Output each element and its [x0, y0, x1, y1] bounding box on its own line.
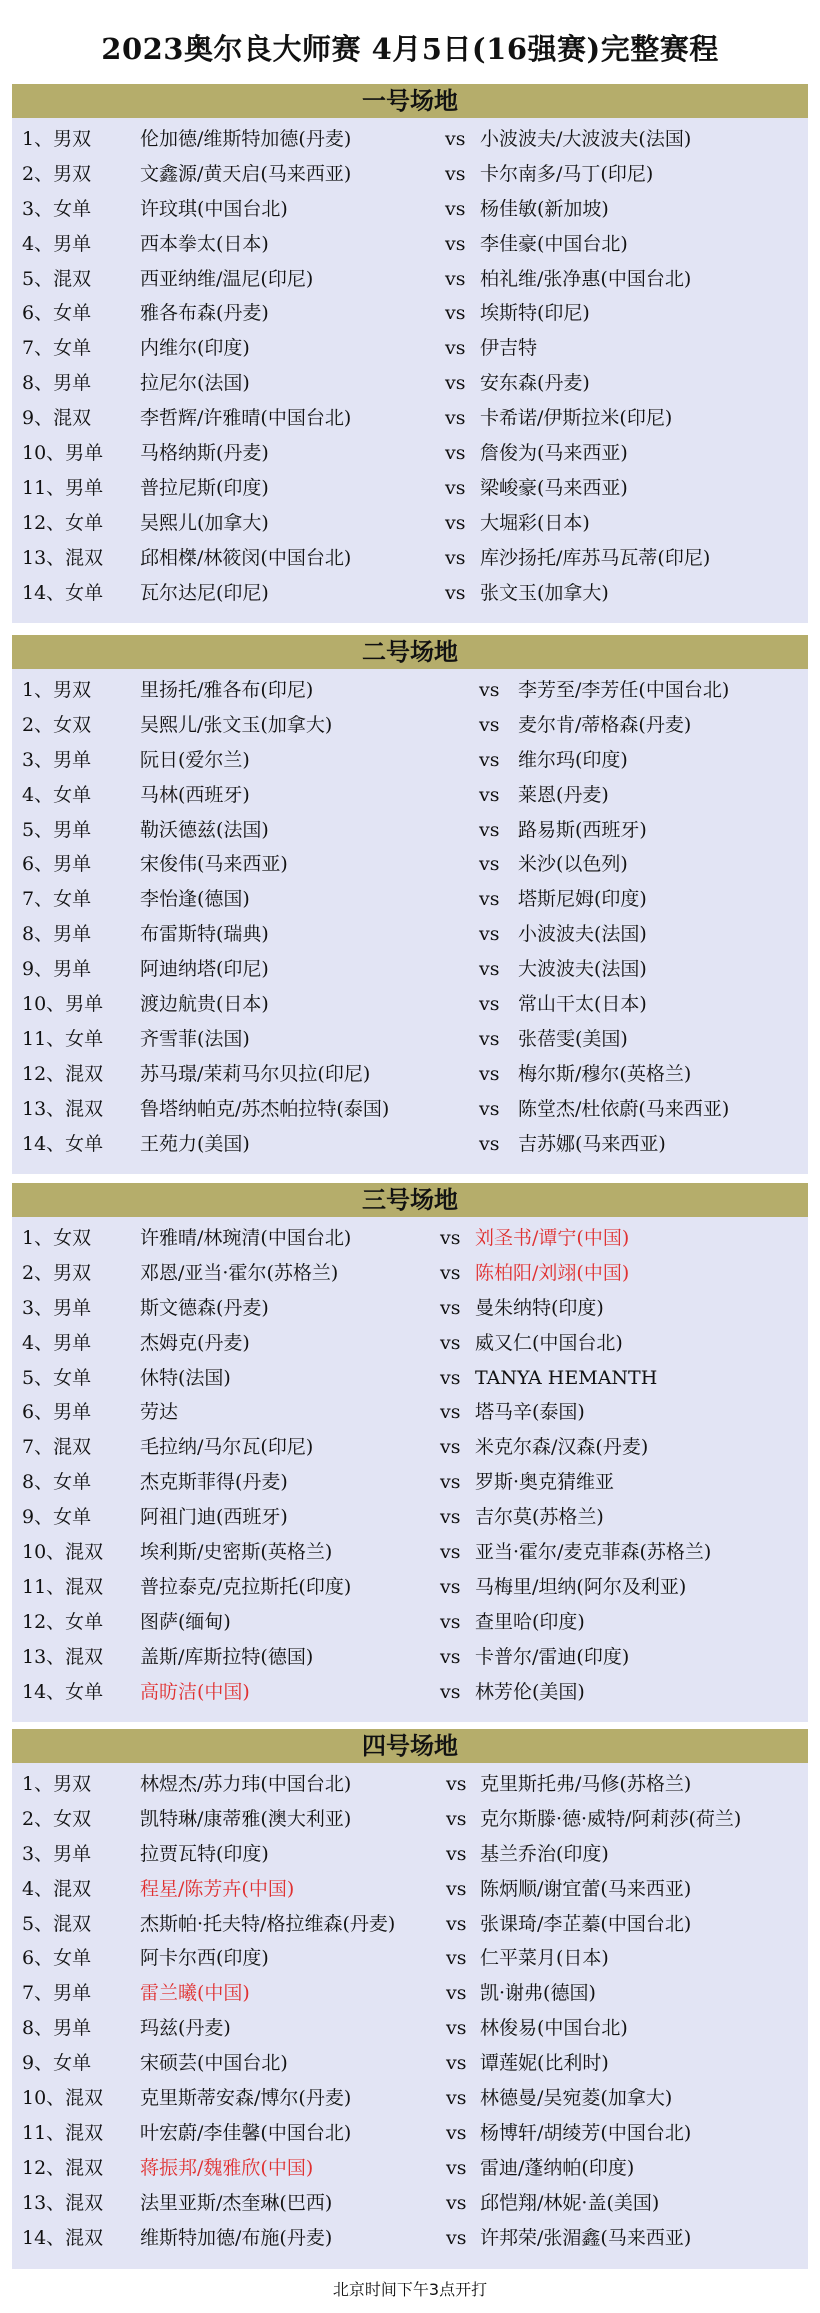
- match-number: 7、女单: [22, 888, 92, 911]
- versus-label: vs: [445, 442, 466, 465]
- court-4-matches: [12, 1763, 808, 2255]
- player-two: 吉苏娜(马来西亚): [518, 1132, 666, 1155]
- versus-label: vs: [440, 1506, 461, 1529]
- match-number: 14、女单: [22, 1132, 104, 1155]
- versus-label: vs: [446, 2156, 467, 2179]
- versus-label: vs: [479, 853, 500, 876]
- player-one: 李哲辉/许雅晴(中国台北): [140, 407, 352, 430]
- player-two: 李芳至/李芳任(中国台北): [518, 679, 730, 701]
- match-row: [12, 1221, 808, 1256]
- match-row: [12, 1361, 808, 1396]
- match-number: 6、男单: [22, 853, 92, 876]
- match-row: [12, 366, 808, 401]
- match-row: [12, 1907, 808, 1942]
- player-two: 曼朱纳特(印度): [475, 1296, 604, 1319]
- versus-label: vs: [440, 1227, 461, 1249]
- versus-label: vs: [446, 2121, 467, 2144]
- player-one: 维斯特加德/布施(丹麦): [140, 2226, 333, 2249]
- player-two: 塔马辛(泰国): [475, 1401, 585, 1424]
- match-number: 14、女单: [22, 1680, 104, 1703]
- match-row: [12, 1837, 808, 1872]
- versus-label: vs: [440, 1366, 461, 1389]
- versus-label: vs: [479, 679, 500, 701]
- match-row: [12, 1675, 808, 1710]
- player-two: 克尔斯滕·德·威特/阿莉莎(荷兰): [480, 1807, 742, 1830]
- player-two: 查里哈(印度): [475, 1610, 585, 1633]
- player-one: 内维尔(印度): [140, 337, 250, 360]
- player-one: 渡边航贵(日本): [140, 993, 269, 1016]
- player-two: 米克尔森/汉森(丹麦): [475, 1436, 649, 1459]
- player-one: 蒋振邦/魏雅欣(中国): [140, 2156, 314, 2179]
- versus-label: vs: [440, 1471, 461, 1494]
- player-two: 谭莲妮(比利时): [480, 2052, 609, 2075]
- player-two: TANYA HEMANTH: [475, 1366, 658, 1389]
- match-row: [12, 813, 808, 848]
- match-number: 9、女单: [22, 2052, 92, 2075]
- match-row: [12, 1872, 808, 1907]
- player-two: 基兰乔治(印度): [480, 1842, 609, 1865]
- court-2-matches: [12, 669, 808, 1161]
- match-row: [12, 1291, 808, 1326]
- match-number: 13、混双: [22, 1645, 104, 1668]
- player-two: 林俊易(中国台北): [480, 2017, 628, 2040]
- match-number: 5、混双: [22, 1912, 92, 1935]
- player-two: 卡尔南多/马丁(印尼): [480, 162, 654, 185]
- match-row: [12, 2186, 808, 2221]
- match-number: 8、男单: [22, 2017, 92, 2040]
- player-two: 梁峻豪(马来西亚): [480, 476, 628, 499]
- match-row: [12, 1570, 808, 1605]
- player-two: 吉尔莫(苏格兰): [475, 1506, 604, 1529]
- player-two: 陈堂杰/杜依蔚(马来西亚): [518, 1097, 730, 1120]
- match-row: [12, 847, 808, 882]
- match-row: [12, 1535, 808, 1570]
- match-number: 1、男双: [22, 1773, 92, 1795]
- match-row: [12, 1465, 808, 1500]
- player-two: 卡普尔/雷迪(印度): [475, 1645, 630, 1668]
- versus-label: vs: [446, 1842, 467, 1865]
- match-number: 2、男双: [22, 162, 92, 185]
- match-row: [12, 2151, 808, 2186]
- versus-label: vs: [445, 407, 466, 430]
- court-3-matches: [12, 1217, 808, 1709]
- versus-label: vs: [446, 1807, 467, 1830]
- match-row: [12, 192, 808, 227]
- match-row: [12, 1976, 808, 2011]
- versus-label: vs: [445, 128, 466, 150]
- match-row: [12, 576, 808, 611]
- versus-label: vs: [440, 1541, 461, 1564]
- player-two: 杨博轩/胡绫芳(中国台北): [480, 2121, 692, 2144]
- versus-label: vs: [479, 1132, 500, 1155]
- player-one: 伦加德/维斯特加德(丹麦): [140, 128, 352, 150]
- match-number: 1、男双: [22, 679, 92, 701]
- match-number: 14、混双: [22, 2226, 104, 2249]
- player-one: 吴熙儿/张文玉(加拿大): [140, 713, 333, 736]
- match-number: 13、混双: [22, 546, 104, 569]
- match-row: [12, 401, 808, 436]
- player-one: 图萨(缅甸): [140, 1610, 231, 1633]
- player-two: 许邦荣/张湄鑫(马来西亚): [480, 2226, 692, 2249]
- player-one: 马林(西班牙): [140, 783, 250, 806]
- match-number: 5、混双: [22, 267, 92, 290]
- player-one: 许玟琪(中国台北): [140, 197, 288, 220]
- footer-note: 北京时间下午3点开打: [332, 2280, 488, 2299]
- match-number: 4、男单: [22, 1331, 92, 1354]
- player-two: 伊吉特: [480, 337, 538, 360]
- match-number: 6、女单: [22, 302, 92, 325]
- versus-label: vs: [445, 197, 466, 220]
- player-two: 小波波夫/大波波夫(法国): [480, 128, 692, 150]
- versus-label: vs: [440, 1436, 461, 1459]
- match-number: 3、男单: [22, 1842, 92, 1865]
- versus-label: vs: [440, 1680, 461, 1703]
- versus-label: vs: [440, 1401, 461, 1424]
- match-row: [12, 1022, 808, 1057]
- player-one: 普拉泰克/克拉斯托(印度): [140, 1575, 352, 1598]
- versus-label: vs: [479, 888, 500, 911]
- player-one: 布雷斯特(瑞典): [140, 923, 269, 946]
- player-one: 凯特琳/康蒂雅(澳大利亚): [140, 1807, 352, 1830]
- match-row: [12, 1605, 808, 1640]
- match-number: 7、男单: [22, 1982, 92, 2005]
- match-row: [12, 882, 808, 917]
- match-number: 8、男单: [22, 923, 92, 946]
- match-number: 13、混双: [22, 1097, 104, 1120]
- match-number: 8、女单: [22, 1471, 92, 1494]
- player-two: 小波波夫(法国): [518, 923, 647, 946]
- versus-label: vs: [440, 1296, 461, 1319]
- versus-label: vs: [479, 1062, 500, 1085]
- player-two: 陈炳顺/谢宜蕾(马来西亚): [480, 1877, 692, 1900]
- match-row: [12, 331, 808, 366]
- player-two: 亚当·霍尔/麦克菲森(苏格兰): [475, 1541, 712, 1564]
- match-number: 7、混双: [22, 1436, 92, 1459]
- match-row: [12, 2081, 808, 2116]
- versus-label: vs: [446, 1982, 467, 2005]
- versus-label: vs: [445, 476, 466, 499]
- player-two: 詹俊为(马来西亚): [480, 442, 628, 465]
- match-number: 11、混双: [22, 1575, 104, 1598]
- player-one: 瓦尔达尼(印尼): [140, 581, 269, 604]
- player-one: 林煜杰/苏力玮(中国台北): [140, 1773, 352, 1795]
- player-one: 法里亚斯/杰奎琳(巴西): [140, 2191, 333, 2214]
- player-two: 埃斯特(印尼): [480, 302, 590, 325]
- player-one: 毛拉纳/马尔瓦(印尼): [140, 1436, 314, 1459]
- match-row: [12, 1326, 808, 1361]
- player-one: 雷兰曦(中国): [140, 1982, 250, 2005]
- player-one: 阿祖门迪(西班牙): [140, 1506, 288, 1529]
- player-two: 罗斯·奥克猜维亚: [475, 1471, 615, 1494]
- player-one: 李怡逢(德国): [140, 888, 250, 911]
- player-two: 米沙(以色列): [518, 853, 628, 876]
- player-two: 邱恺翔/林妮·盖(美国): [480, 2191, 660, 2214]
- match-number: 10、混双: [22, 2087, 104, 2110]
- match-row: [12, 436, 808, 471]
- court-1-header: 一号场地: [12, 84, 808, 118]
- player-two: 陈柏阳/刘翊(中国): [475, 1261, 630, 1284]
- player-one: 劳达: [140, 1401, 179, 1424]
- court-2-header: 二号场地: [12, 635, 808, 669]
- player-two: 刘圣书/谭宁(中国): [475, 1227, 630, 1249]
- player-two: 维尔玛(印度): [518, 748, 628, 771]
- player-one: 雅各布森(丹麦): [140, 302, 269, 325]
- match-row: [12, 296, 808, 331]
- versus-label: vs: [445, 337, 466, 360]
- player-two: 塔斯尼姆(印度): [518, 888, 647, 911]
- player-two: 大波波夫(法国): [518, 958, 647, 981]
- player-two: 柏礼维/张净惠(中国台北): [480, 267, 692, 290]
- match-number: 7、女单: [22, 337, 92, 360]
- match-number: 14、女单: [22, 581, 104, 604]
- court-2-section: [12, 635, 808, 1174]
- player-one: 阿迪纳塔(印尼): [140, 958, 269, 981]
- versus-label: vs: [479, 993, 500, 1016]
- match-row: [12, 952, 808, 987]
- versus-label: vs: [479, 783, 500, 806]
- match-number: 13、混双: [22, 2191, 104, 2214]
- match-row: [12, 778, 808, 813]
- match-number: 1、男双: [22, 128, 92, 150]
- match-number: 11、混双: [22, 2121, 104, 2144]
- match-number: 4、男单: [22, 232, 92, 255]
- match-row: [12, 2116, 808, 2151]
- match-number: 9、女单: [22, 1506, 92, 1529]
- player-two: 张课琦/李芷蓁(中国台北): [480, 1912, 692, 1935]
- versus-label: vs: [479, 818, 500, 841]
- match-row: [12, 2046, 808, 2081]
- versus-label: vs: [445, 511, 466, 534]
- versus-label: vs: [445, 232, 466, 255]
- versus-label: vs: [445, 267, 466, 290]
- match-number: 5、男单: [22, 818, 92, 841]
- player-one: 拉贾瓦特(印度): [140, 1842, 269, 1865]
- match-row: [12, 708, 808, 743]
- match-number: 2、男双: [22, 1261, 92, 1284]
- match-number: 3、男单: [22, 748, 92, 771]
- player-one: 玛兹(丹麦): [140, 2017, 231, 2040]
- player-one: 杰克斯菲得(丹麦): [140, 1471, 288, 1494]
- match-row: [12, 2011, 808, 2046]
- match-row: [12, 1941, 808, 1976]
- player-one: 苏马璟/茉莉马尔贝拉(印尼): [140, 1062, 371, 1085]
- match-number: 3、女单: [22, 197, 92, 220]
- versus-label: vs: [479, 1027, 500, 1050]
- match-row: [12, 917, 808, 952]
- player-two: 马梅里/坦纳(阿尔及利亚): [475, 1575, 687, 1598]
- versus-label: vs: [446, 2052, 467, 2075]
- match-number: 9、混双: [22, 407, 92, 430]
- player-one: 王苑力(美国): [140, 1132, 250, 1155]
- player-two: 李佳豪(中国台北): [480, 232, 628, 255]
- versus-label: vs: [446, 2087, 467, 2110]
- player-two: 莱恩(丹麦): [518, 783, 609, 806]
- versus-label: vs: [479, 958, 500, 981]
- match-row: [12, 743, 808, 778]
- player-one: 埃利斯/史密斯(英格兰): [140, 1541, 333, 1564]
- versus-label: vs: [446, 1773, 467, 1795]
- match-row: [12, 1127, 808, 1162]
- match-number: 4、混双: [22, 1877, 92, 1900]
- player-one: 勒沃德兹(法国): [140, 818, 269, 841]
- player-two: 林芳伦(美国): [475, 1680, 585, 1703]
- player-one: 斯文德森(丹麦): [140, 1296, 269, 1319]
- player-one: 阿卡尔西(印度): [140, 1947, 269, 1970]
- match-number: 6、女单: [22, 1947, 92, 1970]
- player-one: 许雅晴/林琬清(中国台北): [140, 1227, 352, 1249]
- player-two: 杨佳敏(新加坡): [480, 197, 609, 220]
- player-one: 杰斯帕·托夫特/格拉维森(丹麦): [140, 1912, 396, 1935]
- match-number: 10、男单: [22, 993, 104, 1016]
- player-two: 梅尔斯/穆尔(英格兰): [518, 1062, 692, 1085]
- court-1-matches: [12, 118, 808, 610]
- match-row: [12, 987, 808, 1022]
- versus-label: vs: [440, 1261, 461, 1284]
- match-number: 11、男单: [22, 476, 104, 499]
- match-row: [12, 1395, 808, 1430]
- player-one: 邱相榤/林筱闵(中国台北): [140, 546, 352, 569]
- player-one: 高昉洁(中国): [140, 1680, 250, 1703]
- player-two: 库沙扬托/库苏马瓦蒂(印尼): [480, 546, 711, 569]
- versus-label: vs: [445, 302, 466, 325]
- match-number: 2、女双: [22, 1807, 92, 1830]
- versus-label: vs: [445, 372, 466, 395]
- versus-label: vs: [440, 1610, 461, 1633]
- match-row: [12, 2221, 808, 2256]
- versus-label: vs: [479, 1097, 500, 1120]
- match-row: [12, 1500, 808, 1535]
- versus-label: vs: [445, 546, 466, 569]
- match-number: 6、男单: [22, 1401, 92, 1424]
- player-one: 克里斯蒂安森/博尔(丹麦): [140, 2087, 352, 2110]
- player-two: 常山干太(日本): [518, 993, 647, 1016]
- match-row: [12, 1430, 808, 1465]
- player-two: 克里斯托弗/马修(苏格兰): [480, 1773, 692, 1795]
- player-two: 卡希诺/伊斯拉米(印尼): [480, 407, 673, 430]
- match-number: 12、混双: [22, 1062, 104, 1085]
- versus-label: vs: [440, 1645, 461, 1668]
- match-row: [12, 541, 808, 576]
- player-one: 西本拳太(日本): [140, 232, 269, 255]
- match-row: [12, 157, 808, 192]
- court-3-section: [12, 1183, 808, 1722]
- match-number: 4、女单: [22, 783, 92, 806]
- versus-label: vs: [446, 1912, 467, 1935]
- player-two: 张文玉(加拿大): [480, 581, 609, 604]
- match-row: [12, 227, 808, 262]
- player-one: 盖斯/库斯拉特(德国): [140, 1645, 314, 1668]
- match-row: [12, 1767, 808, 1802]
- match-number: 12、混双: [22, 2156, 104, 2179]
- player-two: 麦尔肯/蒂格森(丹麦): [518, 713, 692, 736]
- match-number: 10、男单: [22, 442, 104, 465]
- player-two: 路易斯(西班牙): [518, 818, 647, 841]
- match-number: 12、女单: [22, 1610, 104, 1633]
- player-two: 仁平菜月(日本): [480, 1947, 609, 1970]
- page-title: 2023奥尔良大师赛 4月5日(16强赛)完整赛程: [101, 32, 719, 66]
- court-4-header: 四号场地: [12, 1729, 808, 1763]
- versus-label: vs: [479, 748, 500, 771]
- versus-label: vs: [446, 2191, 467, 2214]
- player-one: 程星/陈芳卉(中国): [140, 1877, 295, 1900]
- player-one: 杰姆克(丹麦): [140, 1331, 250, 1354]
- match-row: [12, 1802, 808, 1837]
- match-number: 8、男单: [22, 372, 92, 395]
- match-row: [12, 1092, 808, 1127]
- player-one: 里扬托/雅各布(印尼): [140, 679, 314, 701]
- versus-label: vs: [440, 1575, 461, 1598]
- player-two: 威又仁(中国台北): [475, 1331, 623, 1354]
- court-3-header: 三号场地: [12, 1183, 808, 1217]
- player-one: 吴熙儿(加拿大): [140, 511, 269, 534]
- player-one: 普拉尼斯(印度): [140, 476, 269, 499]
- player-one: 邓恩/亚当·霍尔(苏格兰): [140, 1261, 339, 1284]
- match-row: [12, 673, 808, 708]
- match-number: 9、男单: [22, 958, 92, 981]
- player-one: 宋俊伟(马来西亚): [140, 853, 288, 876]
- versus-label: vs: [446, 1877, 467, 1900]
- match-number: 1、女双: [22, 1227, 92, 1249]
- player-two: 安东森(丹麦): [480, 372, 590, 395]
- versus-label: vs: [445, 162, 466, 185]
- player-one: 宋硕芸(中国台北): [140, 2052, 288, 2075]
- versus-label: vs: [445, 581, 466, 604]
- player-one: 拉尼尔(法国): [140, 372, 250, 395]
- versus-label: vs: [479, 713, 500, 736]
- versus-label: vs: [446, 1947, 467, 1970]
- player-one: 文鑫源/黄天启(马来西亚): [140, 162, 352, 185]
- match-number: 3、男单: [22, 1296, 92, 1319]
- court-1-section: [12, 84, 808, 623]
- player-two: 雷迪/蓬纳帕(印度): [480, 2156, 635, 2179]
- match-row: [12, 471, 808, 506]
- player-one: 西亚纳维/温尼(印尼): [140, 267, 314, 290]
- match-number: 11、女单: [22, 1027, 104, 1050]
- versus-label: vs: [446, 2017, 467, 2040]
- court-4-section: [12, 1729, 808, 2269]
- versus-label: vs: [440, 1331, 461, 1354]
- match-row: [12, 1057, 808, 1092]
- match-number: 10、混双: [22, 1541, 104, 1564]
- match-row: [12, 506, 808, 541]
- match-row: [12, 1640, 808, 1675]
- player-two: 张蓓雯(美国): [518, 1027, 628, 1050]
- match-number: 2、女双: [22, 713, 92, 736]
- match-number: 5、女单: [22, 1366, 92, 1389]
- player-two: 大堀彩(日本): [480, 511, 590, 534]
- match-row: [12, 262, 808, 297]
- player-two: 凯·谢弗(德国): [480, 1982, 596, 2005]
- player-two: 林德曼/吴宛菱(加拿大): [480, 2087, 673, 2110]
- player-one: 齐雪菲(法国): [140, 1027, 250, 1050]
- player-one: 休特(法国): [140, 1366, 231, 1389]
- player-one: 鲁塔纳帕克/苏杰帕拉特(泰国): [140, 1097, 390, 1120]
- match-row: [12, 122, 808, 157]
- match-number: 12、女单: [22, 511, 104, 534]
- player-one: 叶宏蔚/李佳馨(中国台北): [140, 2121, 352, 2144]
- match-row: [12, 1256, 808, 1291]
- player-one: 阮日(爱尔兰): [140, 748, 250, 771]
- versus-label: vs: [479, 923, 500, 946]
- versus-label: vs: [446, 2226, 467, 2249]
- player-one: 马格纳斯(丹麦): [140, 442, 269, 465]
